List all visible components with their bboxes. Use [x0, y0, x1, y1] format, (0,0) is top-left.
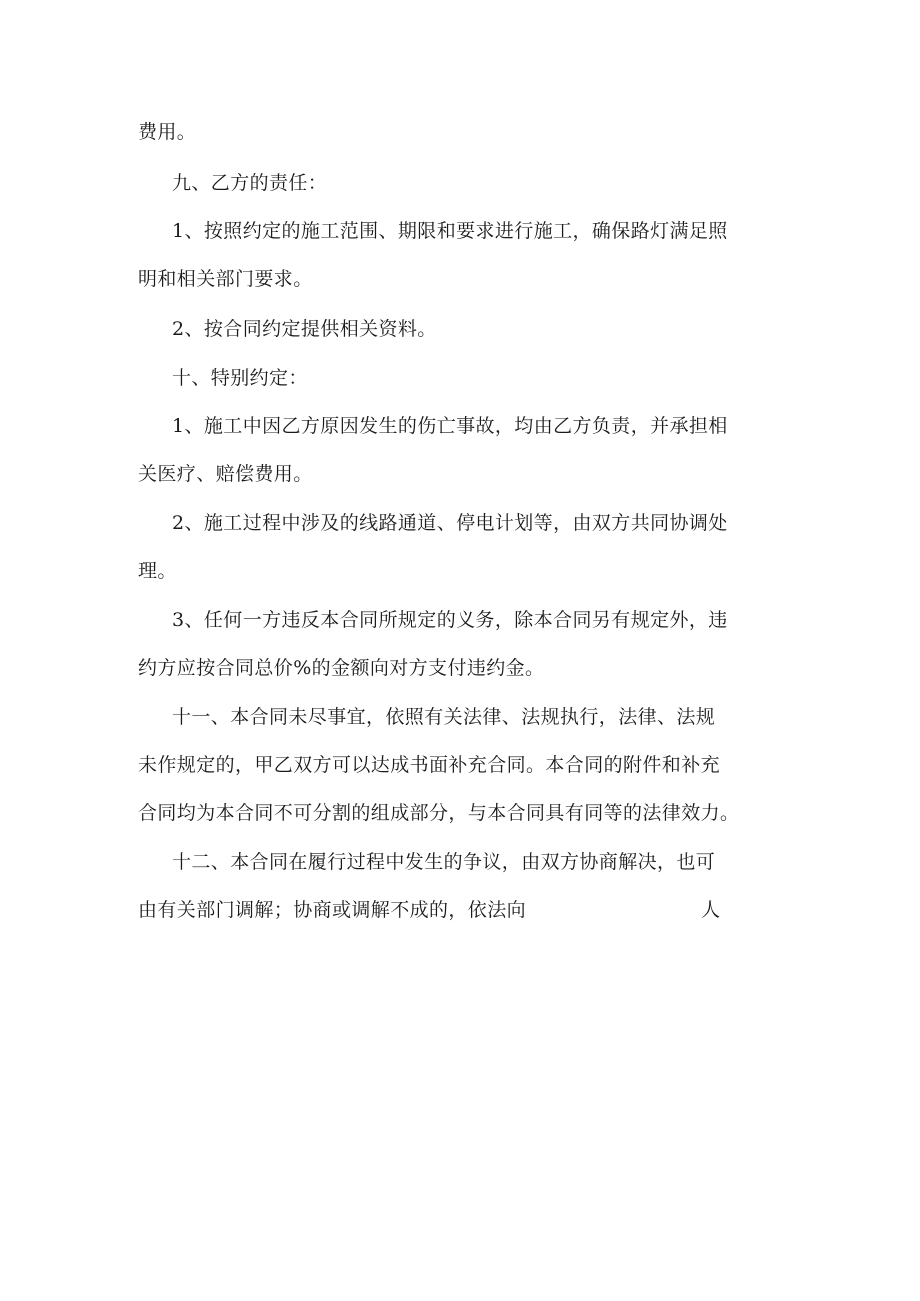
paragraph-line: 合同均为本合同不可分割的组成部分，与本合同具有同等的法律效力。 [138, 802, 740, 824]
paragraph-line: 1、按照约定的施工范围、期限和要求进行施工，确保路灯满足照 [172, 220, 728, 242]
paragraph-line: 明和相关部门要求。 [138, 268, 313, 290]
paragraph-line: 关医疗、赔偿费用。 [138, 463, 313, 485]
paragraph-line: 3、任何一方违反本合同所规定的义务，除本合同另有规定外，违 [172, 609, 728, 631]
paragraph-line: 由有关部门调解；协商或调解不成的，依法向 [138, 899, 527, 921]
paragraph-line: 2、施工过程中涉及的线路通道、停电计划等，由双方共同协调处 [172, 512, 728, 534]
section-heading-10: 十、特别约定： [172, 367, 308, 389]
trailing-text: 人 [701, 899, 721, 921]
paragraph-line: 理。 [138, 560, 177, 582]
paragraph-line: 2、按合同约定提供相关资料。 [172, 318, 437, 340]
text-line: 费用。 [138, 121, 197, 143]
section-heading-9: 九、乙方的责任： [172, 172, 328, 194]
section-heading-11: 十一、本合同未尽事宜，依照有关法律、法规执行，法律、法规 [172, 706, 716, 728]
paragraph-line: 约方应按合同总价%的金额向对方支付违约金。 [138, 657, 545, 679]
paragraph-line: 1、施工中因乙方原因发生的伤亡事故，均由乙方负责，并承担相 [172, 415, 728, 437]
section-heading-12: 十二、本合同在履行过程中发生的争议，由双方协商解决，也可 [172, 851, 716, 873]
paragraph-line: 未作规定的，甲乙双方可以达成书面补充合同。本合同的附件和补充 [138, 754, 721, 776]
